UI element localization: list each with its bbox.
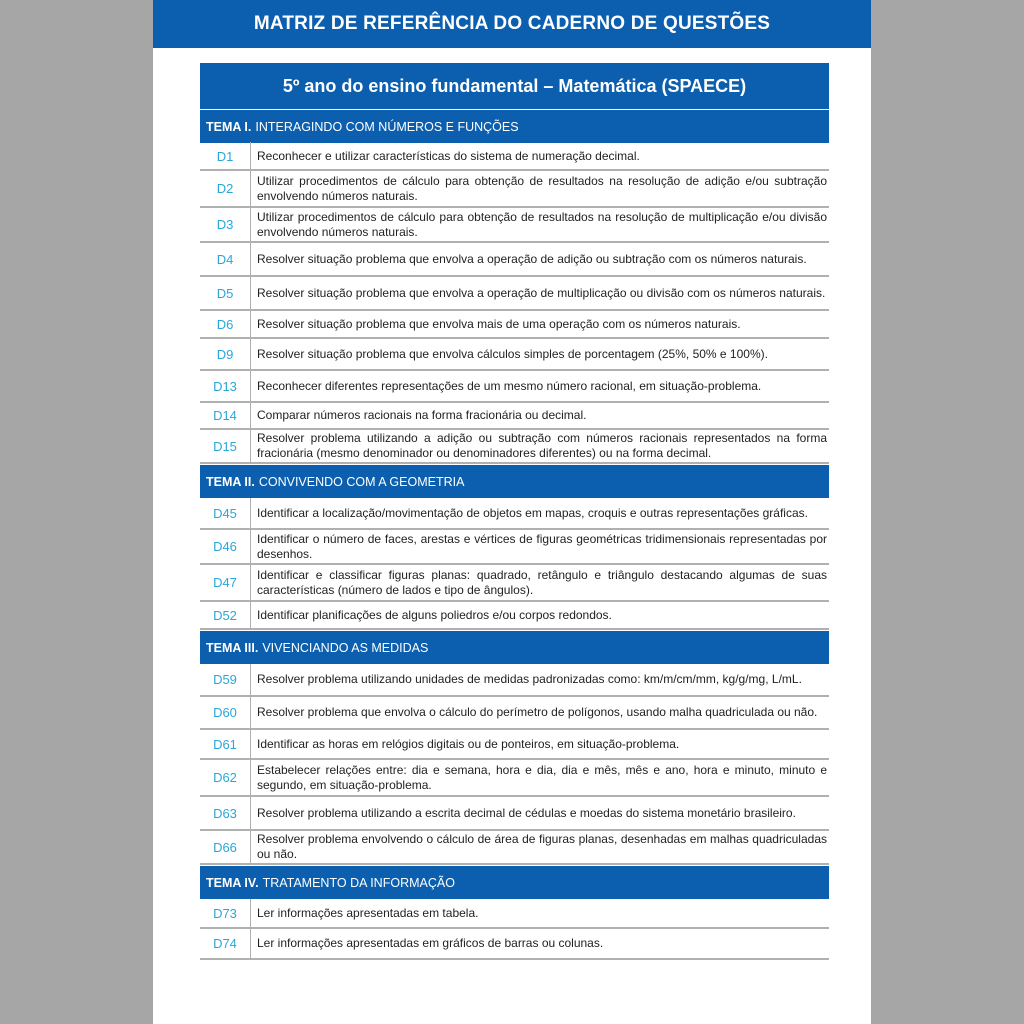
descriptor-row bbox=[200, 208, 829, 243]
descriptor-code: D74 bbox=[213, 936, 237, 951]
tema-number: TEMA I. bbox=[206, 119, 252, 134]
tema-name: VIVENCIANDO AS MEDIDAS bbox=[262, 640, 429, 655]
descriptor-text: Ler informações apresentadas em tabela. bbox=[250, 899, 829, 927]
descriptor-row bbox=[200, 143, 829, 171]
descriptor-text: Identificar e classificar figuras planas: quadrado, retângulo e triângulo destacando algumas de suas características (número de lados e tipo de ângulos). bbox=[250, 565, 829, 600]
descriptor-code: D60 bbox=[213, 705, 237, 720]
descriptor-code: D62 bbox=[213, 770, 237, 785]
descriptor-row bbox=[200, 760, 829, 797]
tema-header bbox=[200, 630, 829, 664]
descriptor-code: D14 bbox=[213, 408, 237, 423]
descriptor-text: Resolver problema que envolva o cálculo do perímetro de polígonos, usando malha quadriculada ou não. bbox=[250, 697, 829, 728]
descriptor-text: Reconhecer diferentes representações de um mesmo número racional, em situação-problema. bbox=[250, 371, 829, 401]
tema-number: TEMA IV. bbox=[206, 875, 259, 890]
descriptor-code: D47 bbox=[213, 575, 237, 590]
descriptor-text: Resolver situação problema que envolva mais de uma operação com os números naturais. bbox=[250, 310, 829, 338]
tema-name: TRATAMENTO DA INFORMAÇÃO bbox=[262, 875, 455, 890]
descriptor-text: Ler informações apresentadas em gráficos de barras ou colunas. bbox=[250, 929, 829, 958]
descriptor-row bbox=[200, 929, 829, 960]
descriptor-text: Identificar planificações de alguns poliedros e/ou corpos redondos. bbox=[250, 601, 829, 629]
descriptor-code: D4 bbox=[216, 251, 234, 267]
descriptor-text: Identificar o número de faces, arestas e vértices de figuras geométricas tridimensionais representadas por desenhos. bbox=[250, 530, 829, 563]
descriptor-code: D52 bbox=[213, 607, 237, 623]
matrix-body bbox=[200, 109, 829, 960]
descriptor-text: Resolver problema utilizando a escrita decimal de cédulas e moedas do sistema monetário brasileiro. bbox=[250, 797, 829, 829]
page-title: MATRIZ DE REFERÊNCIA DO CADERNO DE QUESTÕES bbox=[253, 13, 771, 34]
descriptor-text: Resolver situação problema que envolva a operação de multiplicação ou divisão com os números naturais. bbox=[250, 277, 829, 309]
descriptor-row bbox=[200, 277, 829, 311]
descriptor-row bbox=[200, 243, 829, 277]
tema-name: INTERAGINDO COM NÚMEROS E FUNÇÕES bbox=[255, 119, 519, 134]
descriptor-row bbox=[200, 565, 829, 602]
descriptor-text: Estabelecer relações entre: dia e semana, hora e dia, dia e mês, mês e ano, hora e minuto, minuto e segundo, em situação-problema. bbox=[250, 760, 829, 795]
descriptor-text: Resolver problema utilizando unidades de medidas padronizadas como: km/m/cm/mm, kg/g/mg, L/mL. bbox=[250, 664, 829, 695]
descriptor-text: Reconhecer e utilizar características do sistema de numeração decimal. bbox=[250, 142, 829, 170]
descriptor-text: Resolver problema utilizando a adição ou subtração com números racionais representados na forma fracionária (mesmo denominador ou denominadores diferentes) ou na forma decimal. bbox=[250, 430, 829, 462]
descriptor-row bbox=[200, 530, 829, 565]
descriptor-text: Identificar a localização/movimentação de objetos em mapas, croquis e outras representações gráficas. bbox=[250, 498, 829, 528]
descriptor-code: D3 bbox=[216, 217, 234, 232]
descriptor-code: D15 bbox=[213, 438, 237, 454]
descriptor-code: D61 bbox=[213, 736, 237, 752]
descriptor-code: D66 bbox=[213, 839, 237, 855]
descriptor-text: Resolver situação problema que envolva a operação de adição ou subtração com os números naturais. bbox=[250, 243, 829, 275]
descriptor-row bbox=[200, 797, 829, 831]
descriptor-text: Comparar números racionais na forma fracionária ou decimal. bbox=[250, 402, 829, 430]
descriptor-code: D13 bbox=[213, 378, 237, 394]
descriptor-text: Resolver problema envolvendo o cálculo de área de figuras planas, desenhadas em malhas quadriculadas ou não. bbox=[250, 831, 829, 863]
descriptor-code: D9 bbox=[216, 346, 234, 362]
descriptor-code: D2 bbox=[216, 181, 234, 196]
descriptor-code: D6 bbox=[216, 316, 234, 332]
matrix-title: 5º ano do ensino fundamental – Matemática (SPAECE) bbox=[282, 75, 747, 96]
descriptor-row bbox=[200, 171, 829, 208]
descriptor-text: Resolver situação problema que envolva cálculos simples de porcentagem (25%, 50% e 100%). bbox=[250, 339, 829, 369]
descriptor-row bbox=[200, 498, 829, 530]
descriptor-row bbox=[200, 831, 829, 865]
descriptor-code: D45 bbox=[213, 505, 237, 521]
descriptor-row bbox=[200, 430, 829, 464]
tema-header bbox=[200, 109, 829, 143]
descriptor-code: D63 bbox=[213, 805, 237, 821]
tema-name: CONVIVENDO COM A GEOMETRIA bbox=[258, 474, 465, 489]
tema-number: TEMA II. bbox=[206, 474, 255, 489]
descriptor-row bbox=[200, 403, 829, 430]
tema-header bbox=[200, 464, 829, 498]
reference-matrix-table bbox=[200, 63, 829, 960]
descriptor-code: D46 bbox=[213, 539, 237, 554]
descriptor-text: Identificar as horas em relógios digitais ou de ponteiros, em situação-problema. bbox=[250, 730, 829, 758]
descriptor-row bbox=[200, 602, 829, 630]
document-page bbox=[153, 0, 871, 1024]
descriptor-code: D5 bbox=[216, 285, 234, 301]
descriptor-row bbox=[200, 730, 829, 760]
descriptor-code: D1 bbox=[216, 148, 234, 164]
page-header-banner bbox=[153, 0, 871, 48]
descriptor-code: D73 bbox=[213, 905, 237, 921]
descriptor-row bbox=[200, 697, 829, 730]
descriptor-row bbox=[200, 664, 829, 697]
tema-number: TEMA III. bbox=[206, 640, 259, 655]
descriptor-code: D59 bbox=[213, 672, 237, 687]
descriptor-row bbox=[200, 311, 829, 339]
descriptor-text: Utilizar procedimentos de cálculo para obtenção de resultados na resolução de multiplicação e/ou divisão envolvendo números naturais. bbox=[250, 208, 829, 241]
descriptor-row bbox=[200, 371, 829, 403]
descriptor-row bbox=[200, 899, 829, 929]
descriptor-text: Utilizar procedimentos de cálculo para obtenção de resultados na resolução de adição e/ou subtração envolvendo números naturais. bbox=[250, 171, 829, 206]
matrix-title-bar bbox=[200, 63, 829, 109]
descriptor-row bbox=[200, 339, 829, 371]
tema-header bbox=[200, 865, 829, 899]
